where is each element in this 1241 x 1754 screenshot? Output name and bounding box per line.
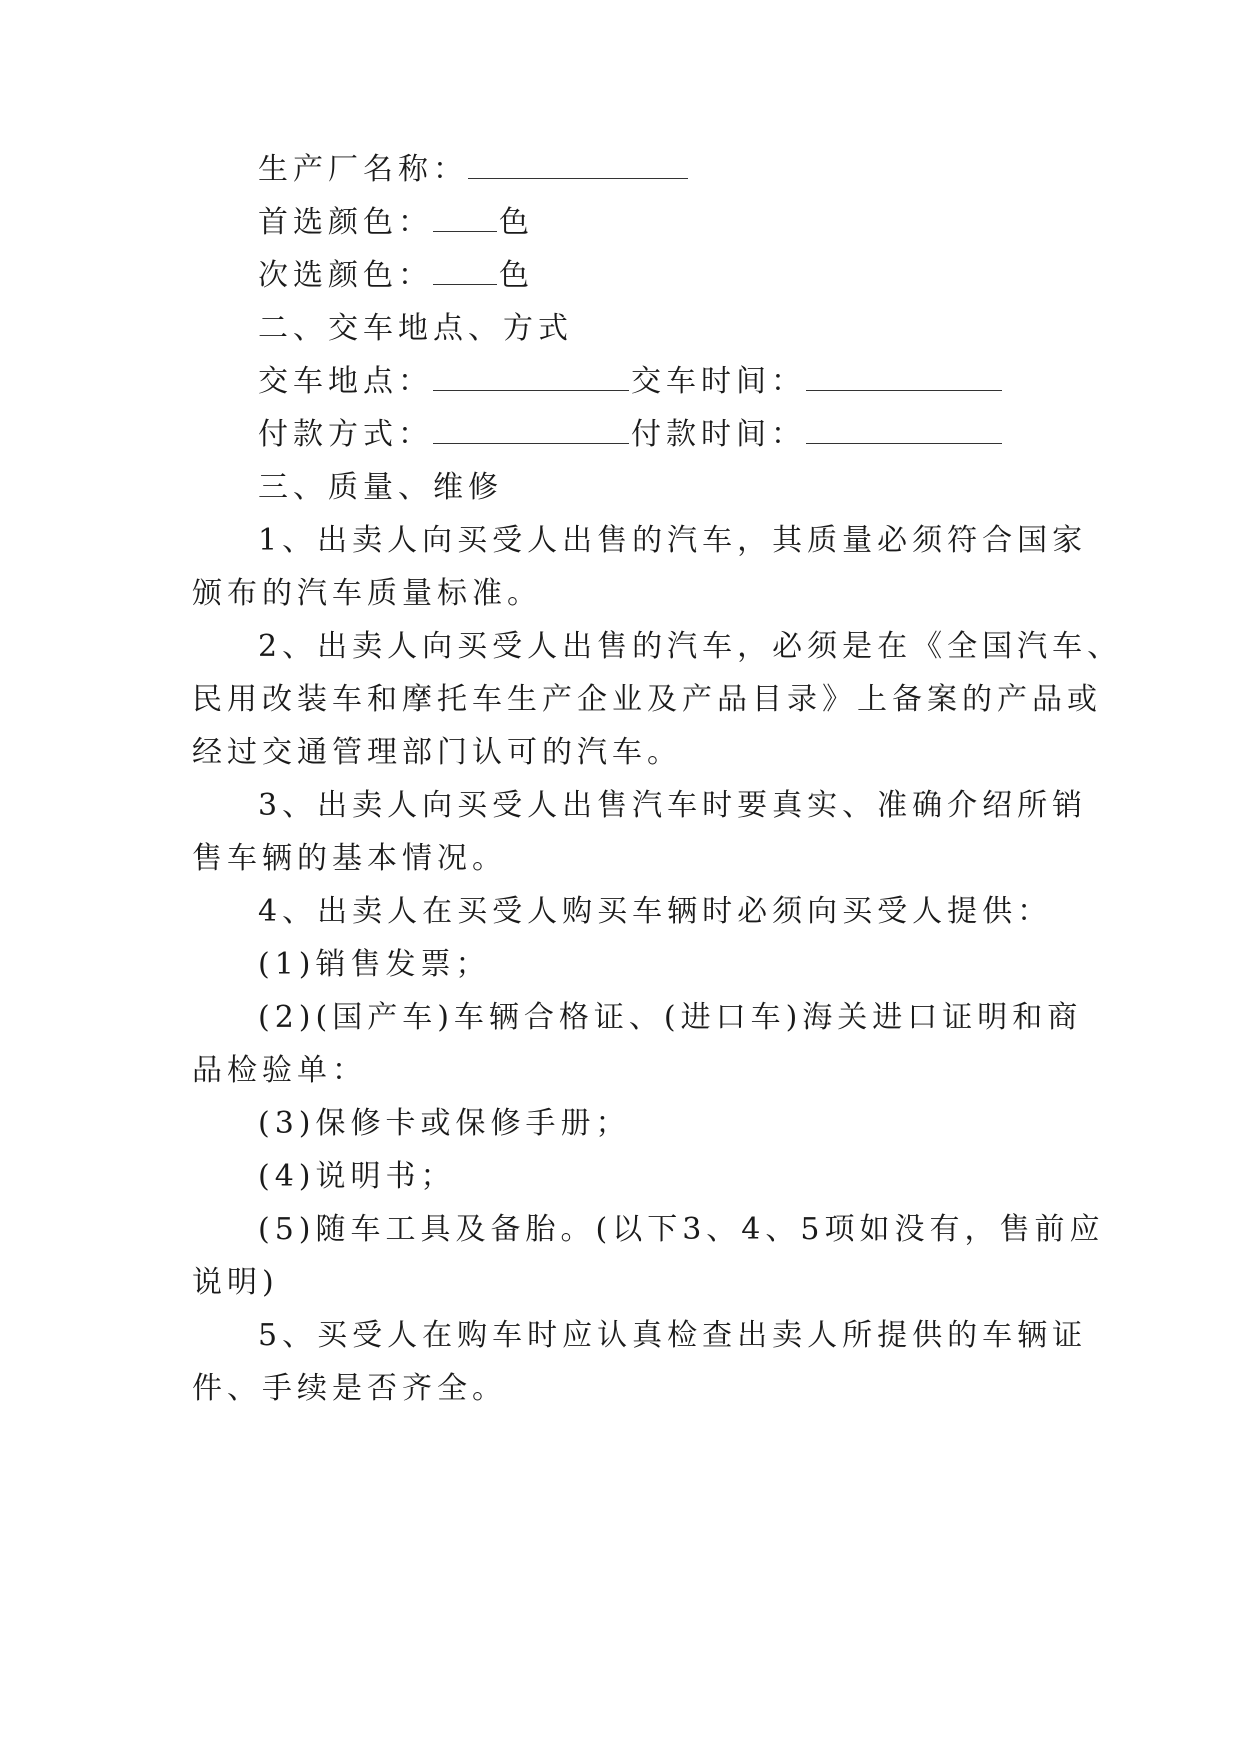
delivery-place-label: 交车地点： — [258, 364, 433, 399]
payment-time-blank — [806, 417, 1002, 444]
item-1: (1)销售发票； — [258, 947, 491, 982]
clause-5-line-1: 5、买受人在购车时应认真检查出卖人所提供的车辆证 — [258, 1318, 1088, 1353]
delivery-place-blank — [433, 364, 629, 391]
preferred-color-blank — [433, 205, 497, 232]
clause-2-line-1: 2、出卖人向买受人出售的汽车，必须是在《全国汽车、 — [258, 629, 1123, 664]
section-2-heading: 二、交车地点、方式 — [258, 311, 573, 346]
item-4: (4)说明书； — [258, 1159, 456, 1194]
section-3-heading: 三、质量、维修 — [258, 470, 503, 505]
preferred-color-suffix: 色 — [499, 205, 534, 240]
clause-2-line-2: 民用改装车和摩托车生产企业及产品目录》上备案的产品或 — [192, 682, 1102, 717]
alt-color-blank — [433, 258, 497, 285]
clause-2-line-3: 经过交通管理部门认可的汽车。 — [192, 735, 682, 770]
alt-color-suffix: 色 — [499, 258, 534, 293]
item-2-line-1: (2)(国产车)车辆合格证、(进口车)海关进口证明和商 — [258, 1000, 1083, 1035]
payment-method-blank — [433, 417, 629, 444]
alt-color-field — [258, 256, 534, 296]
clause-1-line-2: 颁布的汽车质量标准。 — [192, 576, 542, 611]
payment-time-label: 付款时间： — [631, 417, 806, 452]
preferred-color-label: 首选颜色： — [258, 205, 433, 240]
manufacturer-blank — [468, 152, 688, 179]
clause-3-line-2: 售车辆的基本情况。 — [192, 841, 507, 876]
item-5-line-1: (5)随车工具及备胎。(以下3、4、5项如没有，售前应 — [258, 1212, 1105, 1247]
delivery-row — [258, 362, 1004, 402]
clause-3-line-1: 3、出卖人向买受人出售汽车时要真实、准确介绍所销 — [258, 788, 1088, 823]
item-3: (3)保修卡或保修手册； — [258, 1106, 631, 1141]
manufacturer-label: 生产厂名称： — [258, 152, 468, 187]
delivery-time-blank — [806, 364, 1002, 391]
payment-method-label: 付款方式： — [258, 417, 433, 452]
preferred-color-field — [258, 203, 534, 243]
item-5-line-2: 说明) — [192, 1265, 279, 1300]
alt-color-label: 次选颜色： — [258, 258, 433, 293]
delivery-time-label: 交车时间： — [631, 364, 806, 399]
item-2-line-2: 品检验单： — [192, 1053, 367, 1088]
clause-1-line-1: 1、出卖人向买受人出售的汽车，其质量必须符合国家 — [258, 523, 1088, 558]
clause-4-line-1: 4、出卖人在买受人购买车辆时必须向买受人提供： — [258, 894, 1053, 929]
manufacturer-field — [258, 150, 690, 190]
clause-5-line-2: 件、手续是否齐全。 — [192, 1371, 507, 1406]
payment-row — [258, 415, 1004, 455]
